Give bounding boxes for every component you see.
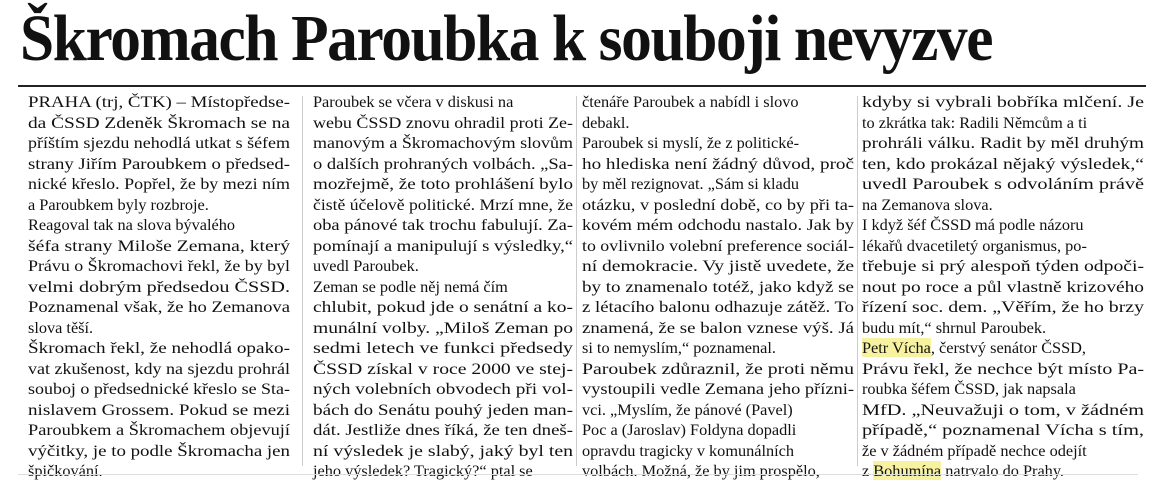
text-line-content: případě,“ poznamenal Vícha s tím, <box>862 420 1145 439</box>
text-line <box>28 441 290 462</box>
text-line-content: nout po roce a půl vlastně krizového <box>862 276 1145 296</box>
text-line-content: slova těší. <box>28 317 94 337</box>
text-line-content: PRAHA (trj, ČTK) – Místopředse- <box>28 92 290 111</box>
text-line-content: znamená, že se balon vznese výš. Já <box>582 317 855 337</box>
text-line <box>862 400 1144 421</box>
text-line-content: Poc a (Jaroslav) Foldyna dopadli <box>582 420 797 439</box>
text-line-content: špičkování. <box>28 461 103 480</box>
text-line <box>582 277 854 298</box>
next-article-edge <box>18 474 1138 485</box>
text-line <box>862 256 1144 277</box>
text-line-content: nické křeslo. Popřel, že by mezi ním <box>28 174 290 193</box>
text-line-content: kovém mém odchodu nastalo. Jak by <box>582 215 854 234</box>
text-line-content: chlubit, pokud jde o senátní a ko- <box>313 297 573 316</box>
text-line-content: Paroubek zdůraznil, že proti němu <box>582 358 855 378</box>
text-line-content: si to nemyslím,“ poznamenal. <box>582 338 776 357</box>
text-line <box>313 133 573 154</box>
text-line-content: nislavem Grossem. Pokud se mezi <box>28 399 291 419</box>
text-line <box>313 174 573 195</box>
text-line <box>28 215 290 236</box>
text-line-content: Škromach řekl, že nehodlá opako- <box>28 338 291 357</box>
text-line-content: výčitky, je to podle Škromacha jen <box>28 440 291 460</box>
text-line-content: na Zemanova slova. <box>862 194 993 214</box>
text-line <box>582 195 854 216</box>
text-line-content: munální volby. „Miloš Zeman po <box>313 317 574 337</box>
text-line-content: ČSSD získal v roce 2000 ve stej- <box>313 358 574 378</box>
highlighted-text: Petr Vícha <box>862 338 931 357</box>
text-line-content: otázku, v poslední době, co by při ta- <box>582 194 854 214</box>
text-line <box>862 359 1144 380</box>
text-line-content: že v žádném případě nechce odejít <box>862 440 1087 460</box>
text-line <box>862 113 1144 134</box>
text-line-content: kdyby si vybrali bobříka mlčení. Je <box>862 92 1145 111</box>
text-line <box>582 359 854 380</box>
text-line <box>582 441 854 462</box>
text-line <box>862 92 1144 113</box>
text-line-content: strany Jiřím Paroubkem o předsed- <box>28 153 291 173</box>
text-line-content: z létacího balonu odhazuje zátěž. To <box>582 297 855 316</box>
highlighted-text: Bohumína <box>873 461 942 480</box>
text-line-content: vystoupili vedle Zemana jeho přízni- <box>582 379 854 398</box>
text-line <box>28 113 290 134</box>
text-line-content: prohráli válku. Radit by měl druhým <box>862 133 1145 152</box>
column-divider <box>302 96 303 466</box>
headline-rule <box>18 85 1146 87</box>
text-line <box>862 318 1144 339</box>
text-line-content: I když šéf ČSSD má podle názoru <box>862 215 1084 234</box>
text-line-content: šéfa strany Miloše Zemana, který <box>28 235 291 255</box>
text-line-content: třebuje si prý alespoň týden odpoči- <box>862 256 1144 275</box>
text-line <box>862 133 1144 154</box>
text-line-content: roubka šéfem ČSSD, jak napsala <box>862 379 1076 398</box>
text-line <box>582 400 854 421</box>
article-column-4 <box>862 92 1144 482</box>
text-line-content: ní demokracie. Vy jistě uvedete, že <box>582 256 855 275</box>
text-line <box>862 236 1144 257</box>
text-line <box>313 92 573 113</box>
text-line <box>582 154 854 175</box>
text-line <box>313 154 573 175</box>
text-line-content: Reagoval tak na slova bývalého <box>28 215 236 234</box>
text-line <box>862 277 1144 298</box>
text-line-content: to zkrátka tak: Radili Němcům a ti <box>862 112 1088 132</box>
text-line <box>862 215 1144 236</box>
text-line <box>862 154 1144 175</box>
text-line <box>313 379 573 400</box>
text-line <box>28 400 290 421</box>
text-line-content: z Bohumína natrvalo do Prahy. <box>862 461 1064 480</box>
text-line <box>582 113 854 134</box>
text-line <box>582 318 854 339</box>
text-line-content: vci. „Myslím, že pánové (Pavel) <box>582 399 793 419</box>
text-line-content: uvedl Paroubek s odvoláním právě <box>862 174 1145 193</box>
text-line-content: mozřejmě, že toto prohlášení bylo <box>313 174 574 193</box>
text-line-content: lékařů dvacetiletý organismus, po- <box>862 235 1087 255</box>
article-headline: Škromach Paroubka k souboji nevyzve <box>20 2 993 75</box>
text-line-content: uvedl Paroubek. <box>313 256 419 275</box>
text-line <box>313 420 573 441</box>
text-line-content: Paroubek si myslí, že z politické- <box>582 133 800 152</box>
text-line <box>313 359 573 380</box>
text-line <box>862 420 1144 441</box>
text-line-content: ní výsledek je slabý, jaký byl ten <box>313 440 574 460</box>
text-line-content: řízení soc. dem. „Věřím, že ho brzy <box>862 297 1144 316</box>
column-divider <box>576 96 577 466</box>
text-line-content: ten, kdo prokázal nějaký výsledek,“ <box>862 153 1144 173</box>
text-line <box>28 277 290 298</box>
text-line-content: čistě účelově politické. Mrzí mne, že <box>313 194 574 214</box>
text-line-content: sedmi letech ve funkci předsedy <box>313 338 574 357</box>
text-line <box>28 256 290 277</box>
text-line <box>862 174 1144 195</box>
text-line <box>313 236 573 257</box>
text-line <box>313 441 573 462</box>
text-line-content: příštím sjezdu nehodlá utkat s šéfem <box>28 133 291 152</box>
text-line-content: debakl. <box>582 112 630 132</box>
text-line-content: da ČSSD Zdeněk Škromach se na <box>28 112 290 132</box>
text-line-content: velmi dobrým předsedou ČSSD. <box>28 276 291 296</box>
text-line <box>582 297 854 318</box>
text-line-content: a Paroubkem byly rozbroje. <box>28 194 209 214</box>
text-line-content: Poznamenal však, že ho Zemanova <box>28 297 290 316</box>
text-line-content: čtenáře Paroubek a nabídl i slovo <box>582 92 799 111</box>
text-line <box>28 359 290 380</box>
text-line <box>28 236 290 257</box>
text-line <box>313 215 573 236</box>
text-line <box>582 338 854 359</box>
text-line <box>313 338 573 359</box>
text-line <box>28 338 290 359</box>
text-line-content: Petr Vícha, čerstvý senátor ČSSD, <box>862 338 1086 357</box>
text-line-content: ho hlediska není žádný důvod, proč <box>582 153 854 173</box>
text-line <box>582 92 854 113</box>
text-line-content: souboj o předsednické křeslo se Sta- <box>28 379 291 398</box>
text-line-content: to ovlivnilo volební preference sociál- <box>582 235 855 255</box>
text-line <box>862 297 1144 318</box>
text-line <box>28 318 290 339</box>
text-line-content: bách do Senátu pouhý jeden man- <box>313 399 574 419</box>
article-column-3 <box>582 92 854 482</box>
text-line <box>313 256 573 277</box>
text-line <box>582 236 854 257</box>
text-line <box>28 379 290 400</box>
text-line <box>28 154 290 175</box>
text-line-content: ných volebních obvodech při vol- <box>313 379 574 398</box>
text-line <box>313 113 573 134</box>
text-line <box>582 133 854 154</box>
text-line-content: oba pánové tak trochu fabulují. Za- <box>313 215 573 234</box>
text-line <box>28 174 290 195</box>
article-column-1 <box>28 92 290 482</box>
text-line <box>28 133 290 154</box>
text-line-content: opravdu tragicky v komunálních <box>582 440 795 460</box>
text-line <box>862 379 1144 400</box>
text-line-content: dát. Jestliže dnes říká, že ten dneš- <box>313 420 573 439</box>
text-line-content: manovým a Škromachovým slovům <box>313 133 573 152</box>
text-line <box>862 441 1144 462</box>
text-line <box>313 297 573 318</box>
text-line-content: jeho výsledek? Tragický?“ ptal se <box>313 461 533 480</box>
text-line-content: MfD. „Neuvažuji o tom, v žádném <box>862 399 1144 419</box>
text-line-content: volbách. Možná, že by jim prospělo, <box>582 461 820 480</box>
text-line <box>862 195 1144 216</box>
text-line <box>28 420 290 441</box>
text-line <box>313 318 573 339</box>
text-line-content: Paroubkem a Škromachem objevují <box>28 420 290 439</box>
text-line <box>582 420 854 441</box>
text-line-content: Právu řekl, že nechce být místo Pa- <box>862 358 1144 378</box>
text-line <box>28 195 290 216</box>
text-line-content: Paroubek se včera v diskusi na <box>313 92 514 111</box>
text-line <box>862 338 1144 359</box>
article-column-2 <box>313 92 573 482</box>
column-divider <box>857 96 858 466</box>
text-line <box>582 215 854 236</box>
text-line <box>313 400 573 421</box>
text-line <box>313 195 573 216</box>
text-line-content: Právu o Škromachovi řekl, že by byl <box>28 256 291 275</box>
text-line-content: o dalších prohraných volbách. „Sa- <box>313 153 574 173</box>
text-line-content: vat zkušenost, kdy na sjezdu prohrál <box>28 358 290 378</box>
text-line <box>28 92 290 113</box>
text-line <box>582 174 854 195</box>
text-line-content: by to znamenalo totéž, jako když se <box>582 276 855 296</box>
text-line-content: budu mít,“ shrnul Paroubek. <box>862 317 1047 337</box>
text-line-content: pomínají a manipulují s výsledky,“ <box>313 235 573 255</box>
text-line <box>313 277 573 298</box>
text-line <box>28 297 290 318</box>
text-line <box>582 379 854 400</box>
text-line-content: by měl rezignovat. „Sám si kladu <box>582 174 800 193</box>
text-line <box>582 256 854 277</box>
text-line-content: webu ČSSD znovu ohradil proti Ze- <box>313 112 574 132</box>
text-line-content: Zeman se podle něj nemá čím <box>313 276 508 296</box>
